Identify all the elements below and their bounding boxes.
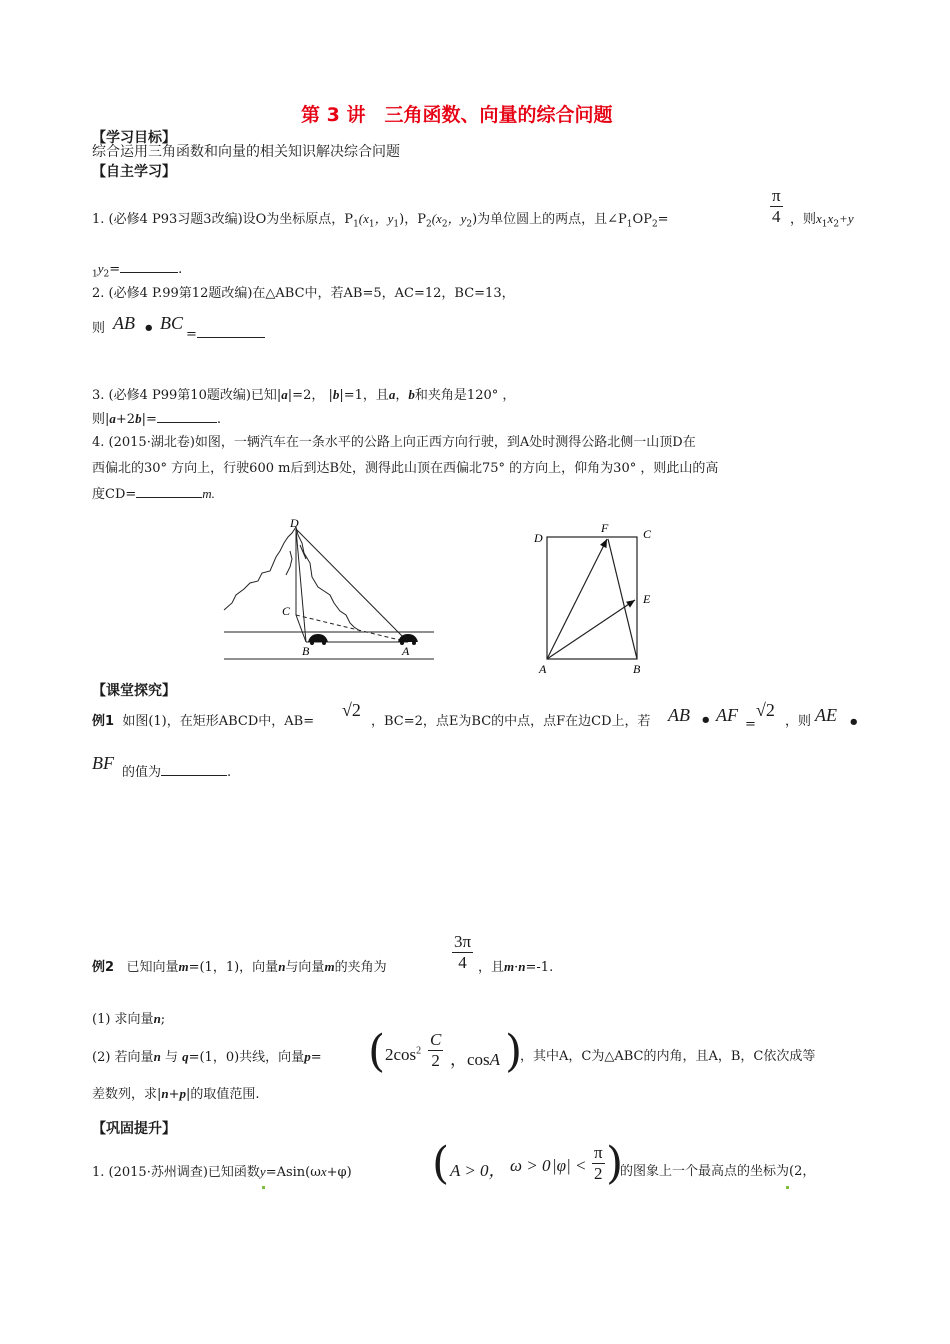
left-paren: ( xyxy=(368,1026,386,1077)
dot-operator: • xyxy=(143,318,155,339)
section-learning-goal: 【学习目标】 xyxy=(92,130,176,146)
rectangle-figure xyxy=(525,515,665,680)
consolidate-q1-tail: 的图象上一个最高点的坐标为(2， xyxy=(620,1164,816,1179)
label-a: A xyxy=(539,662,547,676)
example-2-line1b: ，且m·n=-1. xyxy=(478,959,554,975)
label-b: B xyxy=(633,662,641,676)
example-2-part2: (2) 若向量n 与 q=(1，0)共线，向量p= xyxy=(92,1049,322,1065)
vector-af: AF xyxy=(716,705,738,725)
marker-dot xyxy=(262,1186,265,1189)
example-2-part2b: ，其中A，C为△ABC的内角，且A，B，C依次成等 xyxy=(520,1049,816,1064)
example-2-part1: (1) 求向量n; xyxy=(92,1011,166,1027)
label-b: B xyxy=(302,644,310,658)
left-paren: ( xyxy=(432,1138,450,1189)
section-consolidate: 【巩固提升】 xyxy=(92,1121,176,1137)
vector-bf: BF xyxy=(92,753,114,773)
vector-ae: AE xyxy=(815,705,837,725)
question-4-line1: 4. (2015·湖北卷)如图，一辆汽车在一条水平的公路上向正西方向行驶，到A处时测得公路北侧一山顶D在 xyxy=(92,435,696,450)
sqrt-2: √2 xyxy=(342,700,361,720)
question-1: 1. (必修4 P93习题3改编)设O为坐标原点，$P_1(x_1$，$y_1$)，$P_2(x_2$，$y_2$)为单位圆上的两点，且$\angle P_1OP_2=$ xyxy=(92,211,669,230)
answer-blank[interactable] xyxy=(197,325,265,338)
fraction-c-over-2: $\frac{C}{2}$ xyxy=(430,1030,442,1070)
vector-ab: AB xyxy=(113,313,135,333)
sqrt-2: √2 xyxy=(756,700,775,720)
right-paren: ) xyxy=(505,1026,523,1077)
learning-goal-text: 综合运用三角函数和向量的相关知识解决综合问题 xyxy=(92,144,400,160)
section-class-explore: 【课堂探究】 xyxy=(92,683,176,699)
vector-ab: AB xyxy=(668,705,690,725)
question-2-line2: 则 xyxy=(92,321,106,336)
mountain-figure xyxy=(220,515,440,665)
label-e: E xyxy=(643,592,651,606)
question-2-eq: = xyxy=(186,325,265,344)
question-2: 2. (必修4 P.99第12题改编)在△ABC中，若AB=5，AC=12，BC=13， xyxy=(92,286,515,301)
condition-omega: ω > 0 xyxy=(510,1156,551,1175)
question-1-tail: ，则$x_1x_2+y$ xyxy=(790,211,854,230)
vector-bc: BC xyxy=(160,313,184,333)
fraction-pi-over-2: $\frac{\pi}{2}$ xyxy=(594,1143,603,1183)
right-paren: ) xyxy=(606,1138,624,1189)
cos-expression: $2\cos^2$ xyxy=(385,1045,422,1064)
example-1-line2: 的值为 . xyxy=(122,765,232,780)
label-f: F xyxy=(601,521,609,535)
example-1-then: ，则 xyxy=(785,714,812,729)
example-2-line1: 例2 已知向量m=(1，1)，向量n与向量m的夹角为 xyxy=(92,959,387,975)
dot-operator: • xyxy=(848,712,860,733)
question-3-line2: 则|a+2b|= . xyxy=(92,411,221,427)
example-1-line1: 例1 如图(1)，在矩形ABCD中，AB= xyxy=(92,714,315,729)
example-2-part2c: 差数列，求|n+p|的取值范围. xyxy=(92,1086,260,1102)
condition-a: A > 0， xyxy=(450,1161,506,1180)
label-a: A xyxy=(402,644,410,658)
question-4-line2: 西偏北的30° 方向上，行驶600 m后到达B处，测得此山顶在西偏北75° 的方向上，仰角为30° ，则此山的高 xyxy=(92,461,719,476)
answer-blank[interactable] xyxy=(136,485,202,498)
example-1-line1b: ，BC=2，点E为BC的中点，点F在边CD上，若 xyxy=(371,714,651,729)
question-4-line3: 度CD= m. xyxy=(92,486,215,502)
cos-a: ，cosA xyxy=(450,1050,501,1069)
condition-phi: |φ| < xyxy=(552,1156,587,1175)
q1-fraction-pi-over-4: $\frac{\pi}{4}$ xyxy=(772,186,781,226)
dot-operator: • xyxy=(700,710,712,731)
label-d: D xyxy=(290,516,299,530)
fraction-3pi-over-4: $\frac{3\pi}{4}$ xyxy=(454,932,472,972)
label-c: C xyxy=(282,604,291,618)
label-d: D xyxy=(534,531,543,545)
answer-blank[interactable] xyxy=(157,410,217,423)
question-3: 3. (必修4 P99第10题改编)已知|a|=2， |b|=1，且a，b和夹角是120° ， xyxy=(92,387,516,403)
page-title: 第 3 讲 三角函数、向量的综合问题 xyxy=(301,104,613,126)
label-c: C xyxy=(643,527,652,541)
section-self-study: 【自主学习】 xyxy=(92,164,176,180)
equals: = xyxy=(745,717,756,732)
consolidate-q1: 1. (2015·苏州调查)已知函数y=Asin(ωx+φ) xyxy=(92,1164,352,1180)
answer-blank[interactable] xyxy=(120,260,178,273)
question-1-line2: $_1y_2=$ . xyxy=(92,261,183,280)
answer-blank[interactable] xyxy=(161,763,227,776)
marker-dot xyxy=(786,1186,789,1189)
